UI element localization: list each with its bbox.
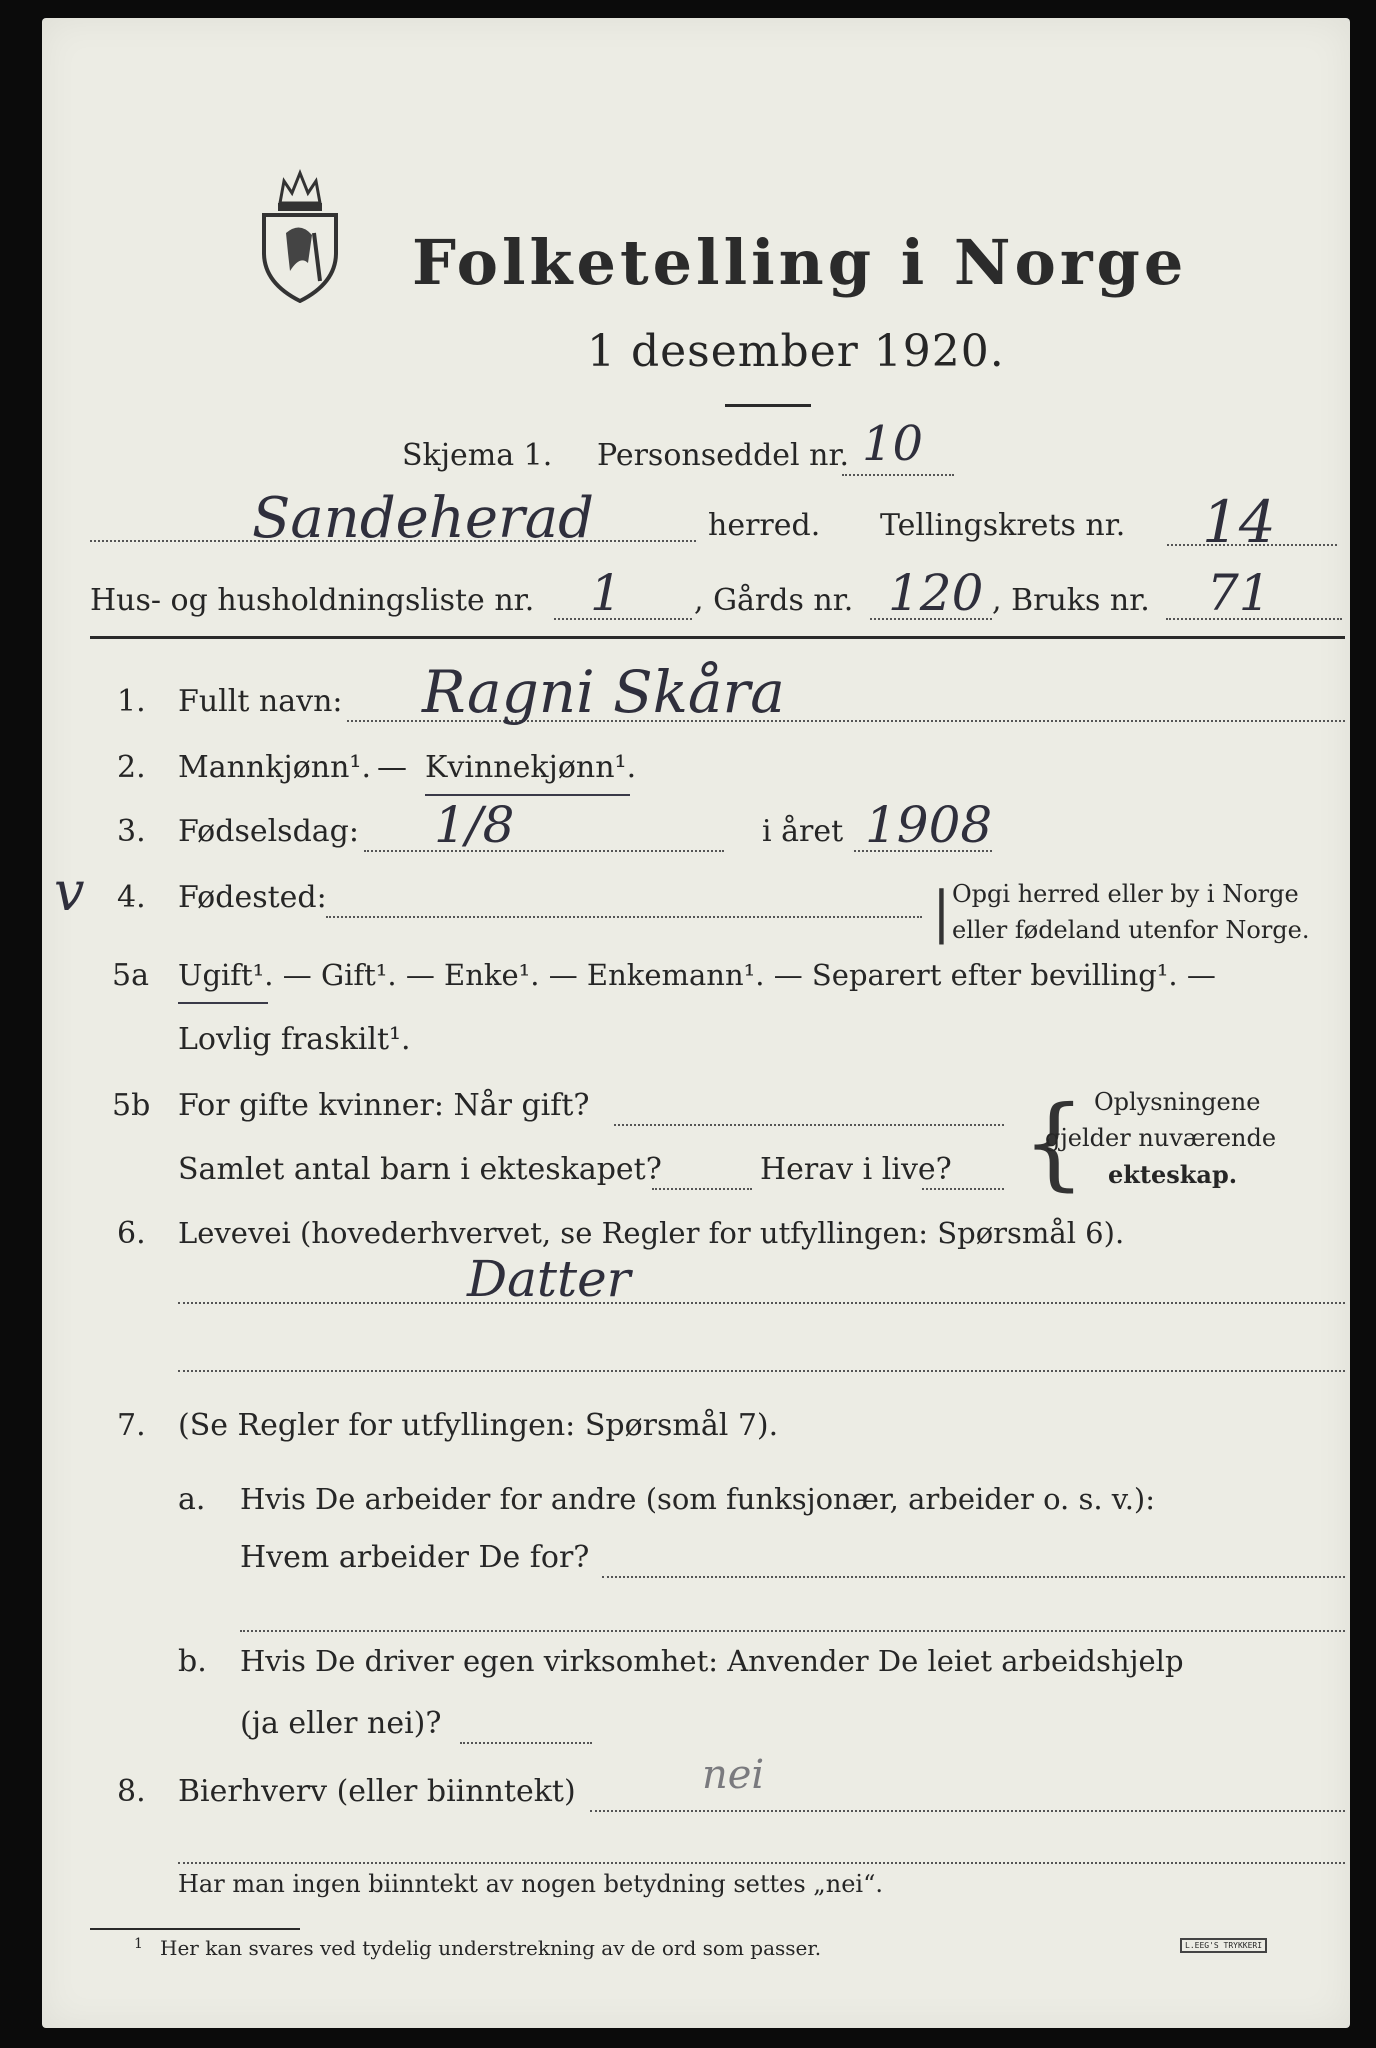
male-option[interactable]: Mannkjønn¹. <box>178 750 371 785</box>
herred-value[interactable]: Sandeherad <box>252 486 595 551</box>
footnote-number: 1 <box>134 1936 143 1952</box>
q4-label: Fødested: <box>178 880 327 915</box>
marital-status-options[interactable]: Ugift¹. — Gift¹. — Enke¹. — Enkemann¹. — Separert efter bevilling¹. — <box>178 958 1216 992</box>
q5b-note-brace: { <box>1022 1084 1086 1201</box>
census-date: 1 desember 1920. <box>587 326 1005 377</box>
q7b-line2: (ja eller nei)? <box>240 1706 442 1741</box>
birthday-value[interactable]: 1/8 <box>434 796 515 854</box>
side-income-value[interactable]: nei <box>702 1752 765 1798</box>
married-when-label: For gifte kvinner: Når gift? <box>178 1088 590 1123</box>
occupation-value[interactable]: Datter <box>467 1250 631 1308</box>
form-title: Folketelling i Norge <box>412 226 1188 299</box>
hus-label: Hus- og husholdningsliste nr. <box>90 583 535 618</box>
no-income-note: Har man ingen biinntekt av nogen betydning settes „nei“. <box>178 1870 883 1898</box>
ugift-underline-mark <box>178 1002 268 1004</box>
q2-number: 2. <box>117 750 146 785</box>
coat-of-arms-emblem <box>250 163 350 303</box>
q5b-note-line1: Oplysningene <box>1094 1088 1261 1116</box>
children-total-label: Samlet antal barn i ekteskapet? <box>178 1152 662 1187</box>
q7a-line2: Hvem arbeider De for? <box>240 1540 590 1575</box>
herred-label: herred. <box>708 508 821 543</box>
q8-label: Bierhverv (eller biinntekt) <box>178 1774 576 1809</box>
q3-label: Fødselsdag: <box>178 814 359 849</box>
q7b-line1: Hvis De driver egen virksomhet: Anvender De leiet arbeidshjelp <box>240 1644 1184 1678</box>
full-name-value[interactable]: Ragni Skåra <box>422 658 785 726</box>
title-divider <box>725 404 811 407</box>
q5b-note-line2: gjelder nuværende <box>1045 1124 1277 1152</box>
q7b-letter: b. <box>178 1644 207 1679</box>
female-option[interactable]: Kvinnekjønn¹. <box>425 750 637 785</box>
q4-note-line2: eller fødeland utenfor Norge. <box>952 916 1310 944</box>
margin-check-mark: v <box>54 860 85 923</box>
q5b-note-line3: ekteskap. <box>1108 1160 1238 1189</box>
q3-number: 3. <box>117 814 146 849</box>
footnote-rule <box>90 1928 300 1930</box>
q4-number: 4. <box>117 880 146 915</box>
q7a-letter: a. <box>178 1482 206 1517</box>
gards-value[interactable]: 120 <box>888 564 984 622</box>
q7-label: (Se Regler for utfyllingen: Spørsmål 7). <box>178 1408 779 1443</box>
printer-stamp: L.EEG'S TRYKKERI <box>1180 1938 1267 1953</box>
census-form-sheet <box>42 18 1350 2028</box>
skjema-label: Skjema 1. <box>402 438 553 473</box>
q4-note-line1: Opgi herred eller by i Norge <box>952 880 1299 908</box>
lovlig-fraskilt-option[interactable]: Lovlig fraskilt¹. <box>178 1022 411 1057</box>
q7a-line1: Hvis De arbeider for andre (som funksjonær, arbeider o. s. v.): <box>240 1482 1156 1516</box>
q2-dash: — <box>377 750 407 785</box>
bruks-label: , Bruks nr. <box>992 583 1150 618</box>
header-rule <box>90 636 1345 639</box>
q6-number: 6. <box>117 1216 146 1251</box>
q6-label: Levevei (hovederhvervet, se Regler for utfyllingen: Spørsmål 6). <box>178 1216 1125 1250</box>
q4-note-brace: | <box>932 880 951 945</box>
children-alive-label: Herav i live? <box>760 1152 952 1187</box>
hus-value[interactable]: 1 <box>590 564 622 622</box>
q1-number: 1. <box>117 684 146 719</box>
footnote-text: Her kan svares ved tydelig understrekning av de ord som passer. <box>160 1936 822 1960</box>
q1-label: Fullt navn: <box>178 684 343 719</box>
q7-number: 7. <box>117 1408 146 1443</box>
bruks-value[interactable]: 71 <box>1207 564 1271 622</box>
q5b-number: 5b <box>112 1088 151 1123</box>
q5a-number: 5a <box>112 958 149 993</box>
gards-label: , Gårds nr. <box>694 583 854 618</box>
tellingskrets-value[interactable]: 14 <box>1202 488 1276 556</box>
birth-year-value[interactable]: 1908 <box>865 796 993 854</box>
personseddel-label: Personseddel nr. <box>597 438 850 473</box>
year-label: i året <box>762 814 844 849</box>
q8-number: 8. <box>117 1774 146 1809</box>
personseddel-value[interactable]: 10 <box>862 416 924 472</box>
tellingskrets-label: Tellingskrets nr. <box>880 508 1126 543</box>
